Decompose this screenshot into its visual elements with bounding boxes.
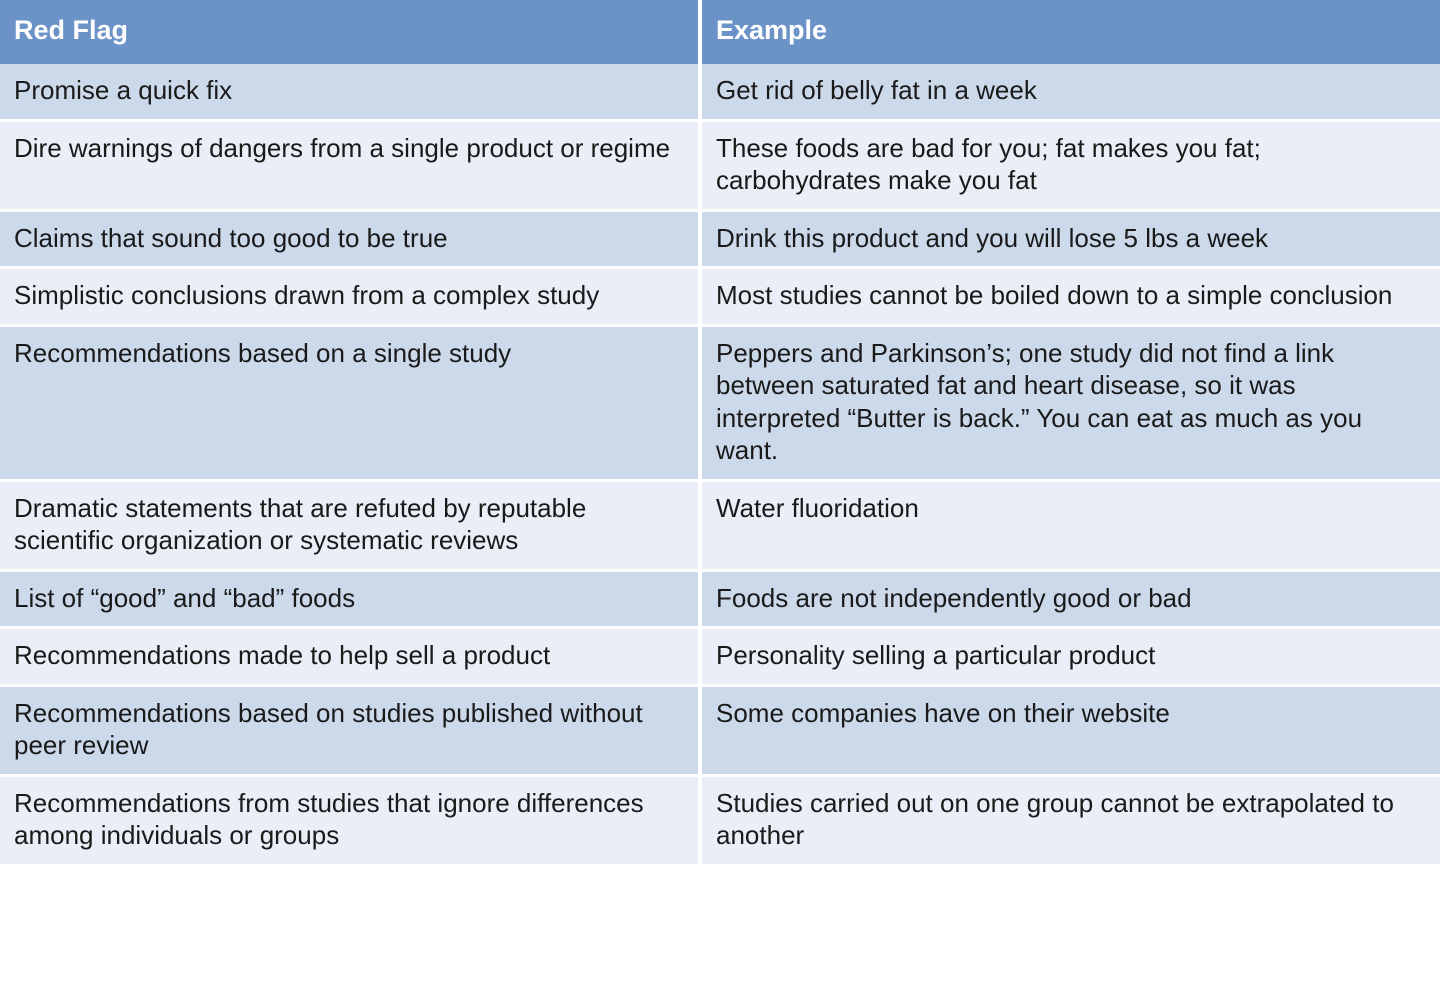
cell-text: Water fluoridation <box>716 492 919 523</box>
table-row <box>0 685 1440 775</box>
cell-red-flag <box>0 685 700 775</box>
cell-text: Studies carried out on one group cannot be extrapolated to another <box>716 787 1394 850</box>
cell-text: Get rid of belly fat in a week <box>716 75 1037 105</box>
cell-text: Foods are not independently good or bad <box>716 582 1192 613</box>
table-row <box>0 325 1440 480</box>
table-row <box>0 210 1440 268</box>
cell-red-flag <box>0 628 700 686</box>
cell-text: Peppers and Parkinson’s; one study did not find a link between saturated fat and heart disease, so it was interpreted “Butter is back.” You can eat as much as you want. <box>716 337 1363 465</box>
cell-red-flag <box>0 775 700 865</box>
cell-red-flag <box>0 325 700 480</box>
column-header-red-flag: Red Flag <box>0 0 700 64</box>
cell-red-flag <box>0 120 700 210</box>
cell-example <box>700 570 1440 628</box>
cell-text: Drink this product and you will lose 5 lbs a week <box>716 222 1269 253</box>
cell-red-flag <box>0 570 700 628</box>
table-row <box>0 570 1440 628</box>
table-header-row <box>0 0 1440 64</box>
table-row <box>0 64 1440 120</box>
cell-text: These foods are bad for you; fat makes you fat; carbohydrates make you fat <box>716 132 1261 195</box>
cell-red-flag <box>0 64 700 120</box>
cell-red-flag <box>0 210 700 268</box>
cell-text: Recommendations made to help sell a product <box>14 640 551 670</box>
cell-example <box>700 685 1440 775</box>
cell-example <box>700 268 1440 326</box>
table-row <box>0 268 1440 326</box>
table-row <box>0 480 1440 570</box>
cell-example <box>700 325 1440 480</box>
cell-red-flag <box>0 268 700 326</box>
table-body <box>0 64 1440 865</box>
cell-text: Dire warnings of dangers from a single product or regime <box>14 132 671 163</box>
cell-text: Recommendations based on a single study <box>14 337 512 368</box>
cell-text: Promise a quick fix <box>14 75 233 105</box>
cell-text: Recommendations from studies that ignore differences among individuals or groups <box>14 787 644 850</box>
table-row <box>0 120 1440 210</box>
cell-example <box>700 628 1440 686</box>
cell-example <box>700 120 1440 210</box>
cell-example <box>700 64 1440 120</box>
table-row <box>0 628 1440 686</box>
cell-text: Personality selling a particular product <box>716 640 1156 670</box>
column-header-example: Example <box>700 0 1440 64</box>
cell-text: Claims that sound too good to be true <box>14 222 448 253</box>
cell-text: List of “good” and “bad” foods <box>14 582 356 613</box>
cell-text: Dramatic statements that are refuted by reputable scientific organization or systematic reviews <box>14 492 587 555</box>
cell-text: Simplistic conclusions drawn from a complex study <box>14 280 600 310</box>
table-row <box>0 775 1440 865</box>
cell-example <box>700 775 1440 865</box>
table-header <box>0 0 1440 64</box>
cell-text: Some companies have on their website <box>716 697 1170 728</box>
cell-red-flag <box>0 480 700 570</box>
cell-example <box>700 210 1440 268</box>
cell-text: Most studies cannot be boiled down to a simple conclusion <box>716 280 1393 310</box>
cell-text: Recommendations based on studies published without peer review <box>14 697 643 760</box>
cell-example <box>700 480 1440 570</box>
